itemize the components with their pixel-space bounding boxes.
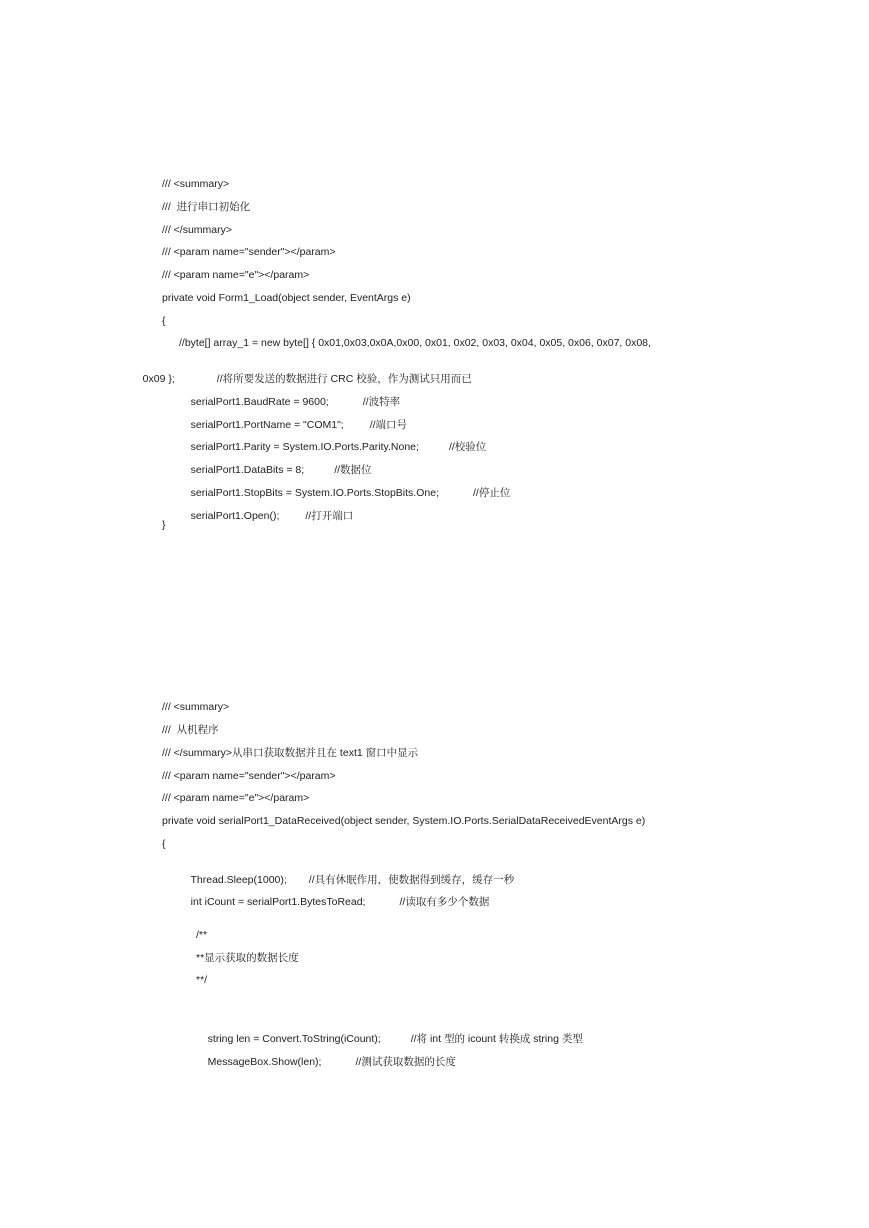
code-line [179, 883, 489, 922]
code-line: **/ [196, 974, 208, 986]
code-text: serialPort1.DataBits = 8; [190, 464, 305, 476]
code-line: /// </summary> [162, 224, 233, 236]
code-comment: //打开端口 [305, 510, 354, 522]
code-comment: //将 int 型的 icount 转换成 string 类型 [410, 1033, 583, 1045]
code-line: private void serialPort1_DataReceived(object sender, System.IO.Ports.SerialDataReceivedEventArgs e) [162, 815, 646, 827]
code-comment: //读取有多少个数据 [399, 896, 490, 908]
code-text: string len = Convert.ToString(iCount); [207, 1033, 381, 1045]
code-comment: //停止位 [472, 487, 511, 499]
code-line: /// 进行串口初始化 [162, 201, 251, 213]
code-line: /// <summary> [162, 178, 230, 190]
code-comment: //数据位 [334, 464, 372, 476]
code-line: /// </summary>从串口获取数据并且在 text1 窗口中显示 [162, 747, 419, 759]
code-text: serialPort1.Open(); [190, 510, 280, 522]
code-line: } [162, 519, 166, 531]
code-line: /// <param name="sender"></param> [162, 246, 336, 258]
code-comment: //端口号 [369, 419, 408, 431]
code-line: /// 从机程序 [162, 724, 219, 736]
code-comment: //波特率 [362, 396, 401, 408]
code-line: //byte[] array_1 = new byte[] { 0x01,0x03,0x0A,0x00, 0x01, 0x02, 0x03, 0x04, 0x05, 0x06, 0x07, 0x08, [179, 337, 651, 349]
code-line: private void Form1_Load(object sender, EventArgs e) [162, 292, 411, 304]
code-line: /// <param name="e"></param> [162, 792, 310, 804]
code-line: /// <param name="sender"></param> [162, 770, 336, 782]
code-text: int iCount = serialPort1.BytesToRead; [190, 896, 366, 908]
code-text: Thread.Sleep(1000); [190, 874, 287, 886]
code-comment: //具有休眠作用，使数据得到缓存，缓存一秒 [308, 874, 515, 886]
code-text: serialPort1.BaudRate = 9600; [190, 396, 329, 408]
code-line [196, 1043, 456, 1082]
code-text: serialPort1.PortName = "COM1"; [190, 419, 344, 431]
code-text: serialPort1.StopBits = System.IO.Ports.StopBits.One; [190, 487, 439, 499]
code-text: MessageBox.Show(len); [207, 1056, 322, 1068]
code-comment: //将所要发送的数据进行 CRC 校验，作为测试只用而已 [216, 373, 472, 385]
code-line: /// <param name="e"></param> [162, 269, 310, 281]
code-text: 0x09 }; [142, 373, 175, 385]
code-line: **显示获取的数据长度 [196, 952, 299, 964]
code-line: /// <summary> [162, 701, 230, 713]
code-line: /** [196, 929, 208, 941]
code-line [179, 497, 353, 536]
code-line: { [162, 315, 166, 327]
code-text: serialPort1.Parity = System.IO.Ports.Parity.None; [190, 441, 419, 453]
code-line: { [162, 838, 166, 850]
code-comment: //测试获取数据的长度 [355, 1056, 456, 1068]
code-comment: //校验位 [448, 441, 487, 453]
